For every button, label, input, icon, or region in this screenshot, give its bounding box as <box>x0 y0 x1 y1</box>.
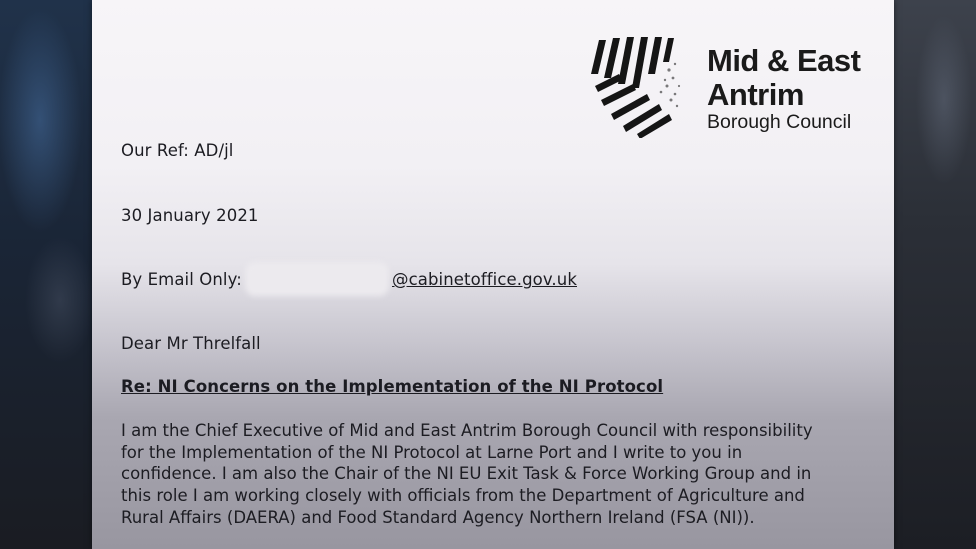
council-logo <box>589 34 879 144</box>
blurred-background-left <box>0 0 92 549</box>
body-line: this role I am working closely with officials from the Department of Agriculture and <box>121 486 805 506</box>
reference-line: Our Ref: AD/jl <box>121 141 234 160</box>
logo-text-line-3: Borough Council <box>707 111 852 133</box>
council-stripe-mark-icon <box>589 34 689 138</box>
body-line: confidence. I am also the Chair of the NI EU Exit Task & Force Working Group and in <box>121 464 812 484</box>
logo-text-line-2: Antrim <box>707 77 804 112</box>
letter-date: 30 January 2021 <box>121 206 259 225</box>
redacted-email-name <box>245 262 389 296</box>
email-domain-link[interactable]: @cabinetoffice.gov.uk <box>392 270 577 289</box>
subject-heading: Re: NI Concerns on the Implementation of the NI Protocol <box>121 377 664 396</box>
body-line: Rural Affairs (DAERA) and Food Standard Agency Northern Ireland (FSA (NI)). <box>121 507 755 527</box>
salutation: Dear Mr Threlfall <box>121 334 261 353</box>
logo-text-line-1: Mid & East <box>707 43 861 78</box>
blurred-background-right <box>894 0 976 549</box>
body-paragraph <box>121 420 861 529</box>
body-line: for the Implementation of the NI Protocol at Larne Port and I write to you in <box>121 442 743 462</box>
letter-page <box>92 0 894 549</box>
email-label: By Email Only: <box>121 270 242 289</box>
body-line: I am the Chief Executive of Mid and East Antrim Borough Council with responsibility <box>121 421 813 440</box>
